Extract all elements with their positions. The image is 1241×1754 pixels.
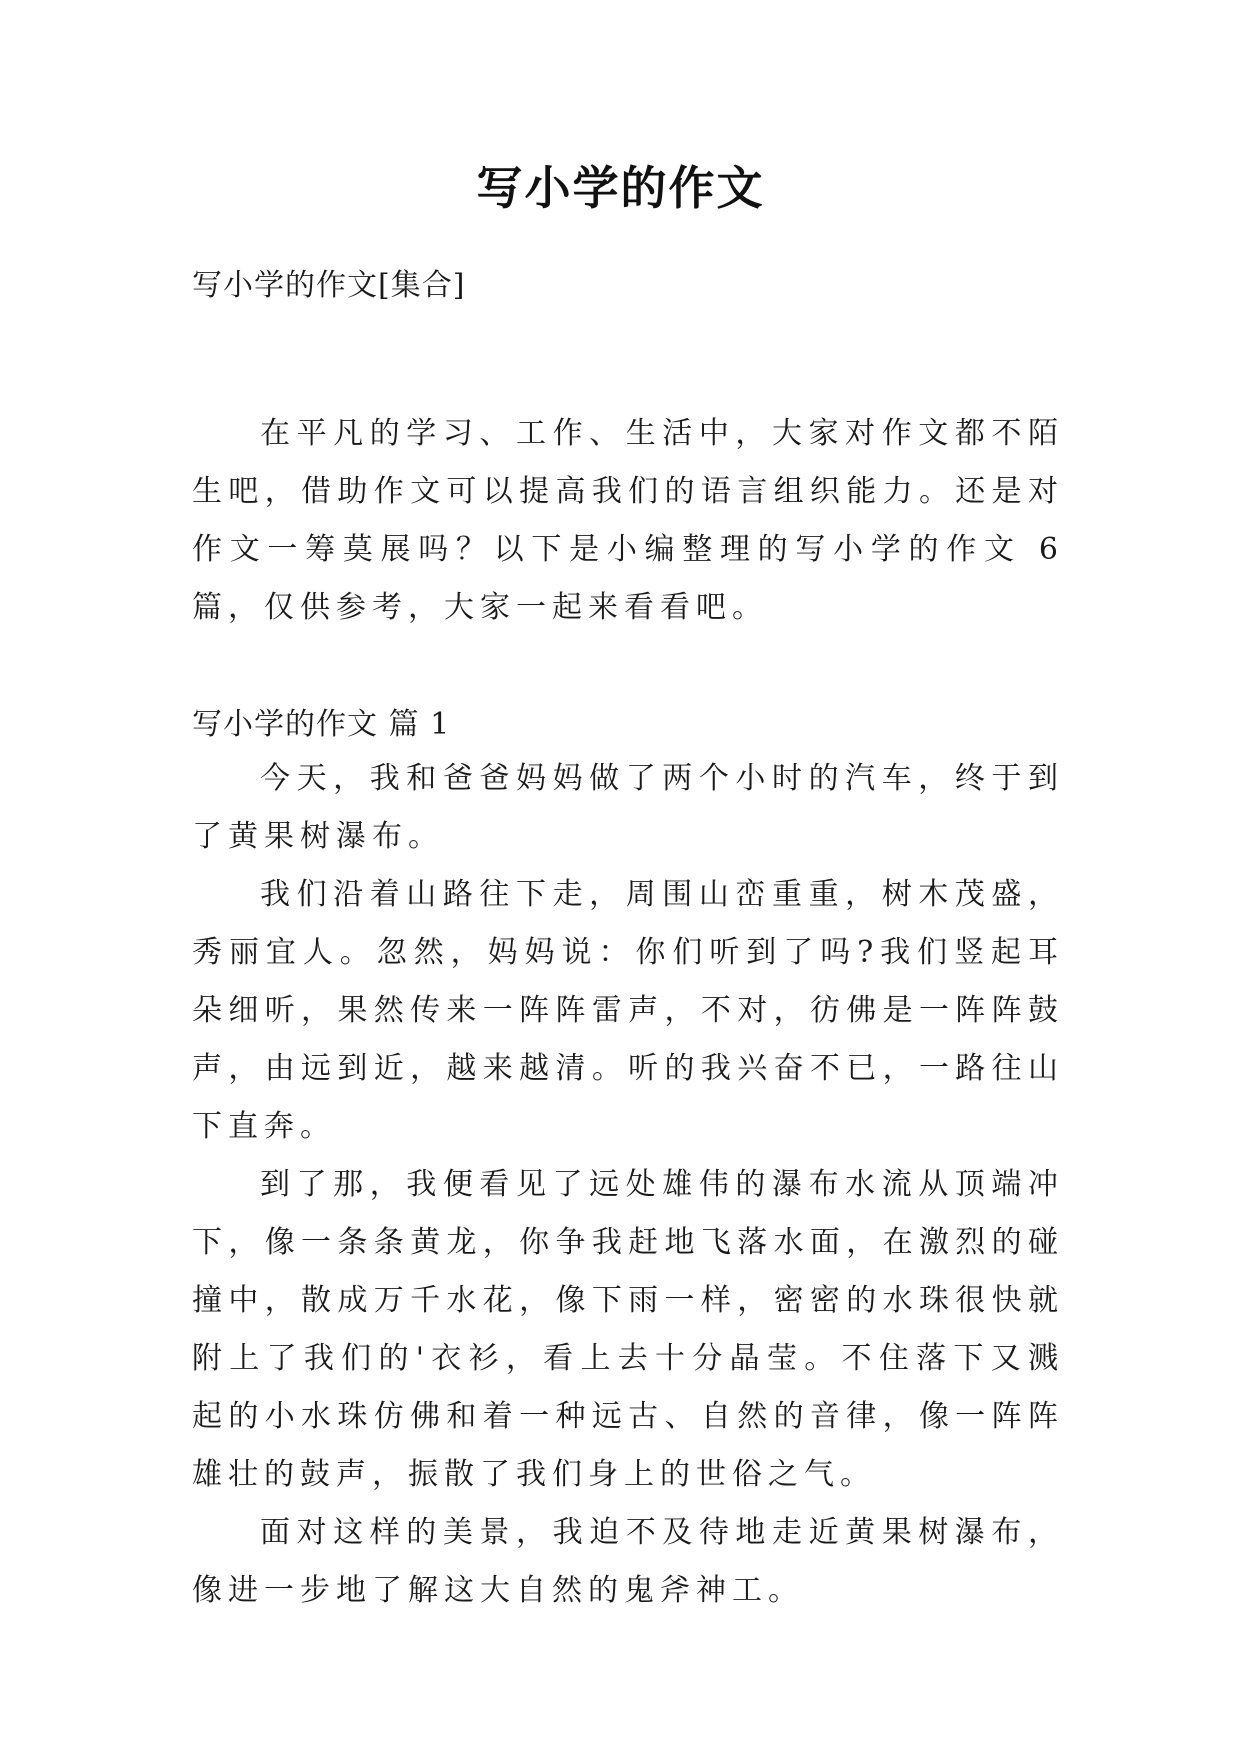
body-paragraph: 今天，我和爸爸妈妈做了两个小时的汽车，终于到了黄果树瀑布。 [192,761,1064,854]
body-paragraph: 面对这样的美景，我迫不及待地走近黄果树瀑布，像进一步地了解这大自然的鬼斧神工。 [192,1515,1064,1608]
document-title: 写小学的作文 [476,161,765,215]
body-paragraph: 到了那，我便看见了远处雄伟的瀑布水流从顶端冲下，像一条条黄龙，你争我赶地飞落水面，在激烈的碰撞中，散成万千水花，像下雨一样，密密的水珠很快就附上了我们的'衣衫，看上去十分晶莹。不住落下又溅起的小水珠仿佛和着一种远古、自然的音律，像一阵阵雄壮的鼓声，振散了我们身上的世俗之气。 [192,1167,1064,1492]
body-paragraph: 我们沿着山路往下走，周围山峦重重，树木茂盛，秀丽宜人。忽然，妈妈说：你们听到了吗?我们竖起耳朵细听，果然传来一阵阵雷声，不对，彷佛是一阵阵鼓声，由远到近，越来越清。听的我兴奋不已，一路往山下直奔。 [192,877,1064,1144]
section-body [192,750,1064,1620]
section-heading: 写小学的作文 篇 1 [192,707,451,742]
document-subtitle: 写小学的作文[集合] [192,268,466,303]
intro-paragraph: 在平凡的学习、工作、生活中，大家对作文都不陌生吧，借助作文可以提高我们的语言组织能力。还是对作文一筹莫展吗？以下是小编整理的写小学的作文 6 篇，仅供参考，大家一起来看看吧。 [192,416,1064,625]
